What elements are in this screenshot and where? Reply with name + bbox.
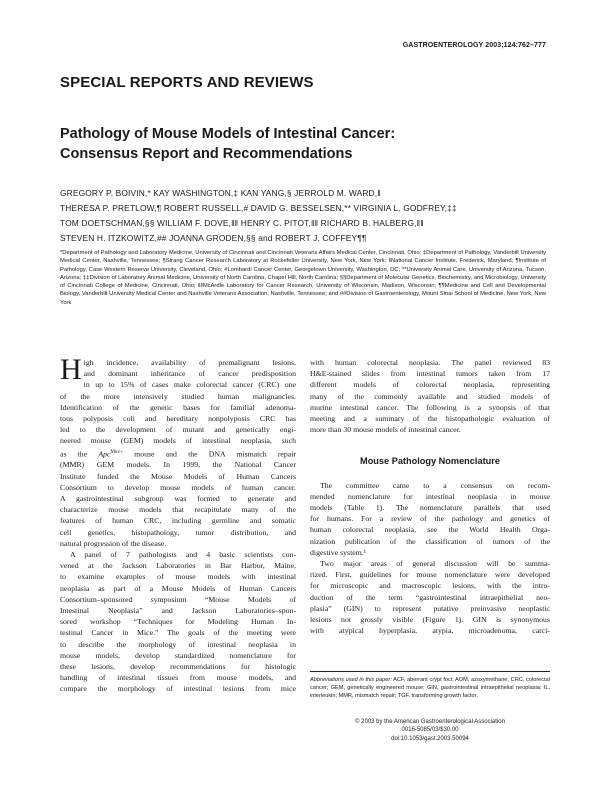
abbreviations-label: Abbreviations used in this paper: <box>310 677 392 683</box>
body-line: human colorectal neoplasia, see the World Health Orga- <box>310 525 550 535</box>
body-line: led to the development of mutant and genetically engi- <box>60 425 296 435</box>
body-line: more than 30 mouse models of intestinal cancer. <box>310 425 461 435</box>
body-line: murine intestinal cancer. The following is a synopsis of that <box>310 402 550 412</box>
body-column-right <box>310 357 550 636</box>
body-line: tous polyposis coli and hereditary nonpolyposis CRC has <box>60 414 296 424</box>
body-line: Intestinal Neoplasia” and Jackson Laboratories–spon- <box>60 606 296 616</box>
subsection-heading: Mouse Pathology Nomenclature <box>360 456 500 467</box>
title-line: Pathology of Mouse Models of Intestinal Cancer: <box>60 126 396 142</box>
body-line: mouse models, develop standardized nomenclature for <box>60 650 296 660</box>
body-line: A gastrointestinal subgroup was formed to generate and <box>60 494 296 504</box>
section-heading: SPECIAL REPORTS AND REVIEWS <box>60 74 314 91</box>
body-line: different models of colorectal neoplasia, representing <box>310 380 550 390</box>
author-affiliations: *Department of Pathology and Laboratory Medicine, University of Cincinnati and Cincinnati Veterans Affairs Medical Center, Cincinnati, Ohio; ‡Department of Pathology, Vanderbilt University Medical Center, Nashville, Tennessee; §Strang Cancer Research Laboratory at Rockefeller University, New York, New York; ‖National Cancer Institute, Frederick, Maryland; ¶Institute of Pathology, Case Western Reserve University, Cleveland, Ohio; #Lombardi Cancer Center, Georgetown University, Washington, DC; **University Animal Care, University of Arizona, Tucson, Arizona; ‡‡Division of Laboratory Animal Medicine, University of North Carolina, Chapel Hill, North Carolina; §§Department of Molecular Genetics, Biochemistry, and Microbiology, University of Cincinnati College of Medicine, Cincinnati, Ohio; ‖‖McArdle Laboratory for Cancer Research, University of Wisconsin, Madison, Wisconsin; ¶¶Medicine and Cell and Developmental Biology, Vanderbilt University Medical Center and Nashville Veterans Association, Nashville, Tennessee; and ##Division of Gastroenterology, Mount Sinai School of Medicine, New York, New York <box>60 250 546 306</box>
body-line: features of human CRC, including germline and somatic <box>60 516 296 526</box>
body-line: Consortium to develop mouse models of human cancer. <box>60 482 296 492</box>
abbreviations-footnote <box>310 676 550 701</box>
body-line: plasia” (GIN) to represent putative preinvasive neoplastic <box>310 603 550 613</box>
body-line: neered mouse (GEM) models of intestinal neoplasia, such <box>60 436 296 446</box>
body-line: vened at the Jackson Laboratories in Bar Harbor, Maine, <box>60 561 296 571</box>
body-line: sored workshop “Techniques for Modeling Human In- <box>60 617 296 627</box>
footnote-divider <box>310 671 550 672</box>
body-line: mended nomenclature for intestinal neoplasia in mouse <box>310 491 550 501</box>
body-line: nization publication of the classification of tumors of the <box>310 536 550 546</box>
author-line: THERESA P. PRETLOW,¶ ROBERT RUSSELL,# DAVID G. BESSELSEN,** VIRGINIA L. GODFREY,‡‡ <box>60 203 457 213</box>
body-line: (MMR) GEM models. In 1999, the National Cancer <box>60 460 296 470</box>
body-column-left <box>60 353 296 695</box>
article-title <box>60 124 530 164</box>
body-line: in up to 15% of cases make colorectal cancer (CRC) one <box>83 380 296 390</box>
body-line: Two major areas of general discussion will be summa- <box>320 559 550 569</box>
body-line: characterize mouse models that recapitulate many of the <box>60 505 296 515</box>
author-line: STEVEN H. ITZKOWITZ,## JOANNA GRODEN,§§ and ROBERT J. COFFEY¶¶ <box>60 233 367 243</box>
body-line-apc <box>60 447 296 460</box>
body-line: testinal Cancer in Mice.” The goals of the meeting were <box>60 628 296 638</box>
journal-citation-header: GASTROENTEROLOGY 2003;124:762–777 <box>402 42 546 49</box>
body-line: cell genetics, histopathology, tumor distribution, and <box>60 527 296 537</box>
doi-line: doi:10.1053/gast.2003.50094 <box>391 735 469 742</box>
body-line: A panel of 7 pathologists and 4 basic scientists con- <box>70 550 296 560</box>
body-line: compare the morphology of intestinal lesions from mice <box>60 684 296 694</box>
body-line: with human colorectal neoplasia. The panel reviewed 83 <box>310 358 550 367</box>
body-line: Institute funded the Mouse Models of Human Cancers <box>60 471 296 481</box>
apc-prefix: as the <box>60 449 99 459</box>
author-line: TOM DOETSCHMAN,§§ WILLIAM F. DOVE,‖‖ HENRY C. PITOT,‖‖ RICHARD B. HALBERG,‖‖ <box>60 218 424 228</box>
body-line: rized. First, guidelines for mouse nomenclature were developed <box>310 570 550 580</box>
body-line: models (Table 1). The nomenclature parallels that used <box>310 503 550 513</box>
body-line: for microscopic and macroscopic lesions, with the intro- <box>310 581 550 591</box>
apc-gene-name: Apc <box>98 449 111 459</box>
body-line: with atypical hyperplasia, atypia, microadenoma, carci- <box>310 626 550 636</box>
body-line: natural progression of the disease. <box>60 538 167 548</box>
drop-cap: H <box>60 353 82 386</box>
body-line: meeting and a summary of the histopathologic evaluation of <box>310 414 550 424</box>
body-line: and dominant inheritance of cancer predisposition <box>83 369 296 379</box>
body-line: duction of the term “gastrointestinal intraepithelial neo- <box>310 592 550 602</box>
body-line: H&E-stained slides from intestinal tumors taken from 17 <box>310 369 550 379</box>
author-list <box>60 186 560 246</box>
issn-line: 0016-5085/03/$30.00 <box>401 727 459 734</box>
body-line: The committee came to a consensus on recom- <box>320 480 550 490</box>
body-line: these lesions, develop recommendations for histologic <box>60 662 296 672</box>
body-line: digestive system.¹ <box>310 547 367 557</box>
body-line: igh incidence, availability of premalignant lesions, <box>83 358 296 367</box>
apc-suffix: mouse and the DNA mismatch repair <box>123 449 296 459</box>
body-line: Consortium–sponsored symposium “Mouse Models of <box>60 594 296 604</box>
body-line: lesions not grossly visible (Figure 1). GIN is synonymous <box>310 615 550 625</box>
body-line: Identification of the genetic bases for familial adenoma- <box>60 402 296 412</box>
title-line: Consensus Report and Recommendations <box>60 146 353 162</box>
body-line: many of the commonly available and studied models of <box>310 391 550 401</box>
copyright-line: © 2003 by the American Gastroenterological Association <box>355 719 505 725</box>
body-line: neoplasia as part of a Mouse Models of Human Cancers <box>60 583 296 593</box>
body-line: to examine examples of mouse models with intestinal <box>60 572 296 582</box>
body-line: for humans. For a review of the pathology and genetics of <box>310 514 550 524</box>
body-line: of the more intensively studied human malignancies. <box>60 391 296 401</box>
body-line: handling of intestinal tissues from mouse models, and <box>60 673 296 683</box>
body-line: to describe the morphology of intestinal neoplasia in <box>60 639 296 649</box>
apc-superscript: Min/+ <box>110 449 123 455</box>
author-line: GREGORY P. BOIVIN,* KAY WASHINGTON,‡ KAN YANG,§ JERROLD M. WARD,‖ <box>60 188 381 198</box>
copyright-block <box>310 718 550 743</box>
abbreviations-text: ACF, aberrant crypt foci; AOM, azoxymethane; CRC, colorectal cancer; GEM, genetically engineered mouse; GIN, gastrointestinal intraepithelial neoplasia; IL, interleukin; MMR, mismatch repair; TGF, transforming growth factor. <box>310 677 550 700</box>
